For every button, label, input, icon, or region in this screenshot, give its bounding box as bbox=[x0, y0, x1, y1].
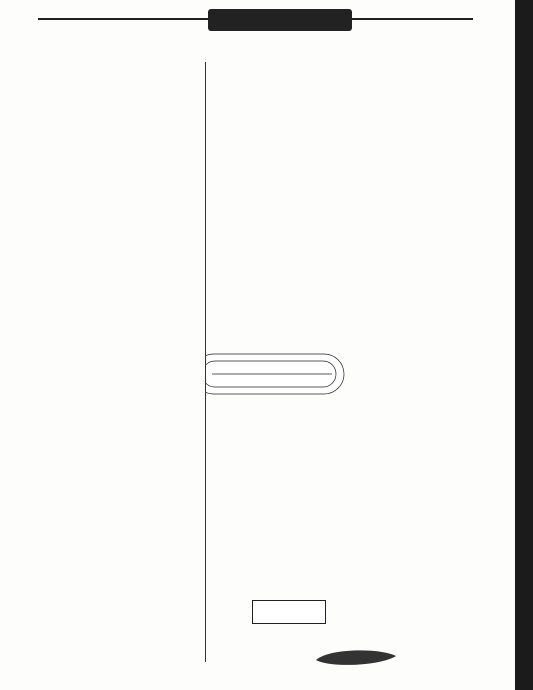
magazine-banner bbox=[208, 9, 352, 31]
center-oval bbox=[206, 354, 344, 394]
instructions-column bbox=[49, 110, 200, 120]
page-binding-edge bbox=[515, 0, 533, 690]
advanced-badge bbox=[310, 646, 400, 668]
crochet-chart-diagram bbox=[206, 62, 506, 652]
gauge-box bbox=[252, 600, 326, 624]
badge-shape bbox=[310, 646, 400, 668]
